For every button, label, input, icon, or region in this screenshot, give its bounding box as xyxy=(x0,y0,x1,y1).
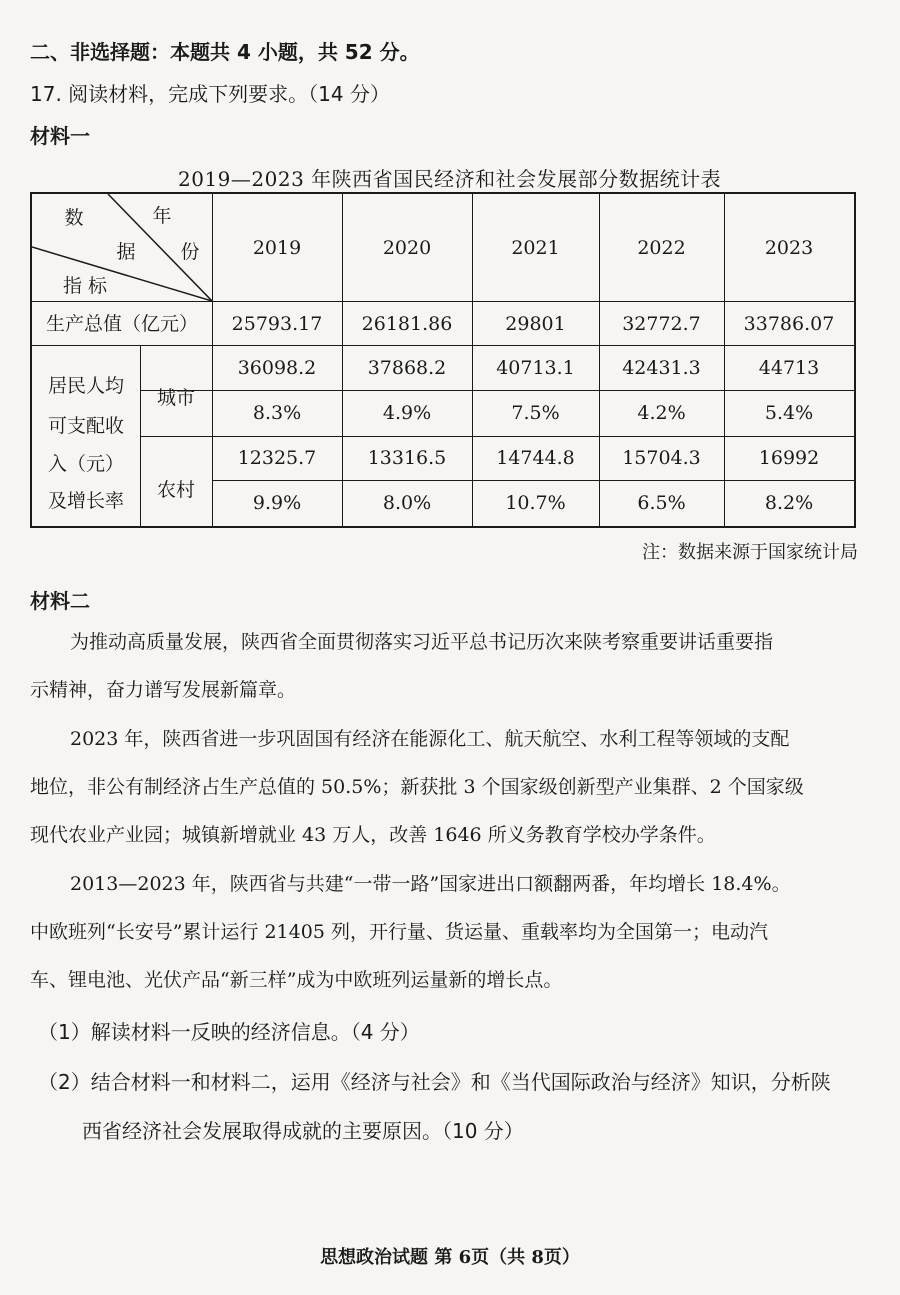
year-header: 2019 xyxy=(252,237,302,259)
sub-question-1: （1）解读材料一反映的经济信息。（4 分） xyxy=(38,1020,420,1044)
rural-growth: 8.2% xyxy=(764,492,814,514)
gdp-value: 29801 xyxy=(505,313,566,335)
table-note: 注：数据来源于国家统计局 xyxy=(642,542,858,563)
gdp-value: 26181.86 xyxy=(361,313,453,335)
statistics-table xyxy=(30,192,856,528)
year-header: 2023 xyxy=(764,237,814,259)
urban-growth: 4.9% xyxy=(382,402,432,424)
rural-growth: 6.5% xyxy=(637,492,686,514)
urban-income: 44713 xyxy=(758,357,820,379)
urban-income: 40713.1 xyxy=(496,357,575,379)
urban-income: 37868.2 xyxy=(367,357,447,379)
material2-line: 2023 年，陕西省进一步巩固国有经济在能源化工、航天航空、水利工程等领域的支配 xyxy=(70,728,790,750)
rural-growth: 8.0% xyxy=(382,492,432,514)
material2-line: 2013—2023 年，陕西省与共建“一带一路”国家进出口额翻两番，年均增长 18.4%。 xyxy=(70,873,791,895)
rural-growth: 10.7% xyxy=(505,492,566,514)
corner-shu: 数 xyxy=(64,207,84,229)
urban-growth: 8.3% xyxy=(252,402,302,424)
income-label-line: 及增长率 xyxy=(47,490,124,512)
urban-income: 36098.2 xyxy=(237,357,317,379)
material2-line: 车、锂电池、光伏产品“新三样”成为中欧班列运量新的增长点。 xyxy=(30,969,563,991)
corner-ju: 据 xyxy=(116,241,136,263)
gdp-label: 生产总值（亿元） xyxy=(45,313,198,335)
urban-growth: 4.2% xyxy=(637,402,686,424)
urban-growth: 5.4% xyxy=(764,402,814,424)
income-label-line: 可支配收 xyxy=(47,415,124,437)
material2-line: 为推动高质量发展，陕西省全面贯彻落实习近平总书记历次来陕考察重要讲话重要指 xyxy=(70,631,774,653)
urban-growth: 7.5% xyxy=(511,402,560,424)
rural-income: 16992 xyxy=(758,447,820,469)
material2-line: 中欧班列“长安号”累计运行 21405 列，开行量、货运量、重载率均为全国第一；电动汽 xyxy=(30,921,768,943)
gdp-value: 33786.07 xyxy=(743,313,835,335)
income-label-line: 入（元） xyxy=(47,453,124,475)
material2-line: 现代农业产业园；城镇新增就业 43 万人，改善 1646 所义务教育学校办学条件。 xyxy=(30,824,716,846)
income-label-line: 居民人均 xyxy=(47,375,124,397)
gdp-value: 25793.17 xyxy=(231,313,323,335)
rural-income: 13316.5 xyxy=(367,447,447,469)
rural-growth: 9.9% xyxy=(252,492,302,514)
material2-line: 示精神，奋力谱写发展新篇章。 xyxy=(30,679,297,701)
year-header: 2022 xyxy=(637,237,686,259)
question-17: 17. 阅读材料，完成下列要求。（14 分） xyxy=(30,82,390,106)
page-footer: 思想政治试题 第 6页（共 8页） xyxy=(320,1247,580,1268)
corner-zhibiao: 指 标 xyxy=(62,275,108,297)
corner-nian: 年 xyxy=(152,205,172,227)
sub-question-2: （2）结合材料一和材料二，运用《经济与社会》和《当代国际政治与经济》知识，分析陕 xyxy=(38,1070,831,1094)
material2-label: 材料二 xyxy=(30,589,90,613)
sub-question-2-cont: 西省经济社会发展取得成就的主要原因。（10 分） xyxy=(82,1119,524,1143)
material2-line: 地位，非公有制经济占生产总值的 50.5%；新获批 3 个国家级创新型产业集群、2 个国家级 xyxy=(30,776,804,798)
year-header: 2021 xyxy=(511,237,560,259)
gdp-value: 32772.7 xyxy=(622,313,701,335)
corner-fen: 份 xyxy=(180,241,200,263)
material1-label: 材料一 xyxy=(30,124,90,148)
table-title: 2019—2023 年陕西省国民经济和社会发展部分数据统计表 xyxy=(178,167,722,191)
year-header: 2020 xyxy=(382,237,432,259)
urban-income: 42431.3 xyxy=(622,357,701,379)
rural-label: 农村 xyxy=(156,479,195,501)
rural-income: 12325.7 xyxy=(237,447,317,469)
rural-income: 14744.8 xyxy=(496,447,575,469)
rural-income: 15704.3 xyxy=(622,447,701,469)
urban-label: 城市 xyxy=(156,387,195,409)
section-heading: 二、非选择题：本题共 4 小题，共 52 分。 xyxy=(30,40,420,64)
